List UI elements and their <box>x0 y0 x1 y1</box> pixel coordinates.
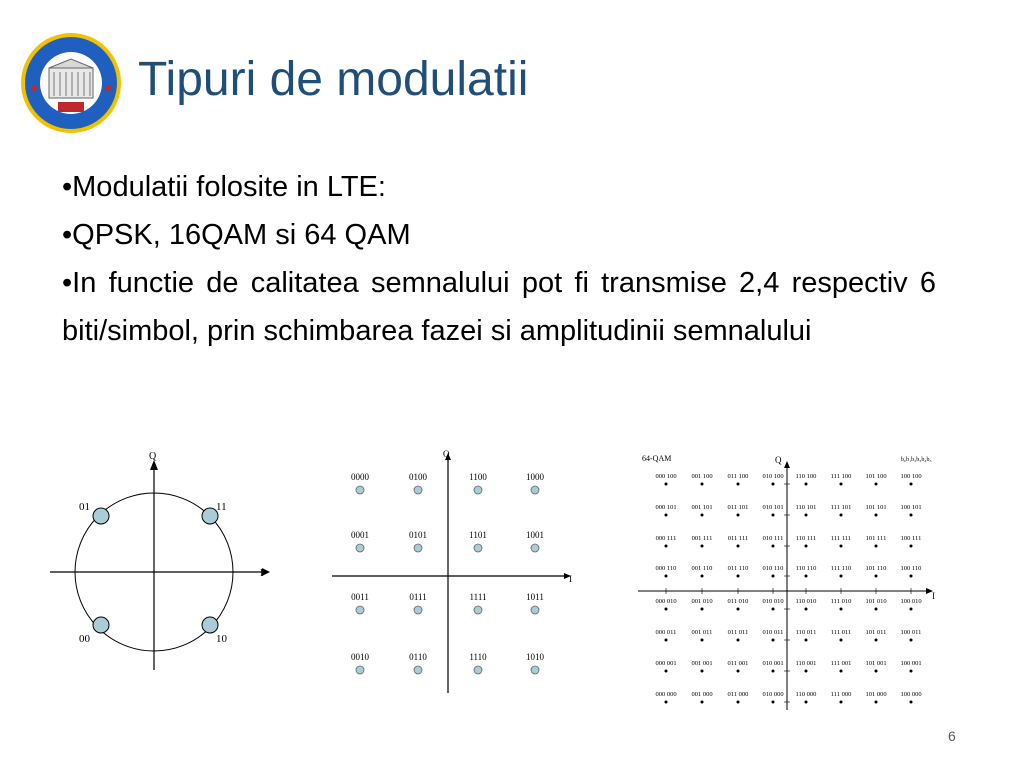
qam16-point <box>414 544 422 552</box>
qam64-label: 110 000 <box>795 691 817 698</box>
qam64-label: 110 101 <box>795 504 817 511</box>
qam64-point <box>910 701 913 704</box>
qam64-point <box>665 514 668 517</box>
qam64-label: 000 111 <box>655 535 677 542</box>
qam64-point <box>840 701 843 704</box>
qam64-point <box>910 483 913 486</box>
qam16-point <box>356 666 364 674</box>
qam64-label: 001 111 <box>691 535 713 542</box>
qam64-label: 111 001 <box>830 660 852 667</box>
qam64-point <box>805 639 808 642</box>
page-number: 6 <box>948 728 956 744</box>
qam64-point <box>701 545 704 548</box>
qam64-point <box>910 575 913 578</box>
qam64-point <box>737 575 740 578</box>
qam16-point <box>474 544 482 552</box>
qam64-point <box>875 701 878 704</box>
qam16-point <box>356 606 364 614</box>
qam64-label: 000 101 <box>655 504 677 511</box>
qam64-point <box>737 608 740 611</box>
qam64-label: 101 001 <box>865 660 887 667</box>
qam64-label: 101 010 <box>865 598 887 605</box>
qam64-label: 100 011 <box>900 629 922 636</box>
qam16-point <box>531 486 539 494</box>
qam64-point <box>665 639 668 642</box>
qam64-label: 010 010 <box>762 598 784 605</box>
bullet-3: •In functie de calitatea semnalului pot fi transmise 2,4 respectiv 6 biti/simbol, prin schimbarea fazei si amplitudinii semnalului <box>62 267 936 347</box>
qam64-point <box>737 639 740 642</box>
qam64-point <box>701 483 704 486</box>
qam16-point <box>356 544 364 552</box>
qam64-point <box>910 514 913 517</box>
qam64-point <box>737 545 740 548</box>
qam64-label: 100 111 <box>900 535 922 542</box>
qam64-label: 101 000 <box>865 691 887 698</box>
qam64-label: 100 110 <box>900 565 922 572</box>
qam64-point <box>737 701 740 704</box>
qam64-label: 111 011 <box>830 629 852 636</box>
qam16-label: 0011 <box>351 592 369 602</box>
qam64-point <box>875 608 878 611</box>
qam16-label: 0001 <box>351 530 369 540</box>
qam64-point <box>772 639 775 642</box>
qam64-point <box>840 545 843 548</box>
qpsk-label-10: 10 <box>216 633 227 645</box>
qam64-label: 101 011 <box>865 629 887 636</box>
qam64-point <box>805 608 808 611</box>
qam16-point <box>531 544 539 552</box>
qam16-label: 0010 <box>351 652 369 662</box>
qam16-label: 1100 <box>469 472 487 482</box>
qam64-label: 000 001 <box>655 660 677 667</box>
qpsk-label-11: 11 <box>216 501 227 513</box>
qam64-label: 011 100 <box>727 473 749 480</box>
qam64-label: 110 001 <box>795 660 817 667</box>
qam64-point <box>737 483 740 486</box>
qam64-point <box>875 545 878 548</box>
qam16-point <box>474 486 482 494</box>
qam64-point <box>840 483 843 486</box>
qam64-label: 011 010 <box>727 598 749 605</box>
qam64-label: 000 110 <box>655 565 677 572</box>
qam64-label: 001 001 <box>691 660 713 667</box>
qam64-label: 011 001 <box>727 660 749 667</box>
qam16-point <box>414 606 422 614</box>
qam64-label: 011 011 <box>727 629 749 636</box>
qam64-label: 111 100 <box>830 473 852 480</box>
qam64-point <box>665 483 668 486</box>
qam64-label: 101 111 <box>865 535 887 542</box>
qam16-label: 1111 <box>469 592 487 602</box>
qam64-label: 010 111 <box>762 535 784 542</box>
qam64-label: 111 101 <box>830 504 852 511</box>
qam16-label: 1101 <box>469 530 487 540</box>
qam16-label: 1001 <box>526 530 544 540</box>
qam64-label: 000 010 <box>655 598 677 605</box>
qam64-label: 101 101 <box>865 504 887 511</box>
qam64-constellation <box>636 448 948 710</box>
qam64-label: 110 010 <box>795 598 817 605</box>
qam64-label: 101 110 <box>865 565 887 572</box>
qam64-label: 010 100 <box>762 473 784 480</box>
qam64-point <box>910 670 913 673</box>
qam64-label: 010 011 <box>762 629 784 636</box>
qam64-point <box>875 483 878 486</box>
qpsk-constellation <box>48 448 276 670</box>
qam64-axis-q: Q <box>775 455 782 465</box>
qam64-label: 010 001 <box>762 660 784 667</box>
qam64-point <box>805 483 808 486</box>
qam64-label: 111 111 <box>830 535 852 542</box>
qam64-label: 100 001 <box>900 660 922 667</box>
qam64-point <box>665 545 668 548</box>
qam64-label: 100 100 <box>900 473 922 480</box>
qam64-point <box>701 608 704 611</box>
qam64-axis-i: I <box>932 591 935 601</box>
qam64-point <box>665 701 668 704</box>
qam64-label: 011 111 <box>727 535 749 542</box>
qam64-point <box>665 670 668 673</box>
qam64-label: 110 011 <box>795 629 817 636</box>
qam64-label: 011 110 <box>727 565 749 572</box>
qam16-point <box>414 666 422 674</box>
bullet-2: •QPSK, 16QAM si 64 QAM <box>62 219 411 251</box>
qam64-point <box>805 545 808 548</box>
logo-seal <box>20 32 122 134</box>
qam64-label: 100 000 <box>900 691 922 698</box>
qam16-point <box>414 486 422 494</box>
qam64-label: 001 101 <box>691 504 713 511</box>
qam64-label: 011 000 <box>727 691 749 698</box>
qam64-label: 110 110 <box>795 565 817 572</box>
qam16-axis-q: Q <box>443 449 450 459</box>
qam64-label: 111 110 <box>830 565 852 572</box>
qam64-label: 101 100 <box>865 473 887 480</box>
qam64-point <box>701 701 704 704</box>
qam16-label: 1110 <box>469 652 487 662</box>
qam16-point <box>474 606 482 614</box>
qam64-point <box>910 608 913 611</box>
university-logo <box>20 32 122 134</box>
qam64-label: 110 100 <box>795 473 817 480</box>
qpsk-label-00: 00 <box>79 633 90 645</box>
slide-title: Tipuri de modulatii <box>138 53 529 106</box>
qpsk-axis-i: I <box>260 568 264 579</box>
qam64-label: 001 100 <box>691 473 713 480</box>
qam64-label: 001 011 <box>691 629 713 636</box>
qam16-label: 0110 <box>409 652 427 662</box>
qam64-label: 100 010 <box>900 598 922 605</box>
qam64-point <box>875 670 878 673</box>
qam64-label: 011 101 <box>727 504 749 511</box>
qam64-label: 110 111 <box>795 535 817 542</box>
qam64-point <box>805 575 808 578</box>
qam64-label: 111 000 <box>830 691 852 698</box>
bullet-1: •Modulatii folosite in LTE: <box>62 171 386 203</box>
qam16-constellation <box>330 448 580 693</box>
qam64-point <box>772 514 775 517</box>
qam64-point <box>875 514 878 517</box>
qam64-point <box>840 514 843 517</box>
qam64-point <box>805 514 808 517</box>
qam64-point <box>772 701 775 704</box>
qpsk-point-00 <box>93 617 109 633</box>
qam64-point <box>772 575 775 578</box>
qam64-title: 64-QAM <box>642 454 672 463</box>
qam16-axis-i: I <box>569 574 572 584</box>
qam64-point <box>840 639 843 642</box>
qam16-label: 1000 <box>526 472 544 482</box>
qam64-label: 001 000 <box>691 691 713 698</box>
qam64-point <box>701 514 704 517</box>
qam64-label: 111 010 <box>830 598 852 605</box>
qam16-label: 0111 <box>409 592 427 602</box>
qam16-label: 0101 <box>409 530 427 540</box>
qam64-label: 000 100 <box>655 473 677 480</box>
qpsk-label-01: 01 <box>79 501 90 513</box>
qam64-point <box>772 483 775 486</box>
qam16-point <box>474 666 482 674</box>
qam64-point <box>665 608 668 611</box>
qam16-point <box>356 486 364 494</box>
qam64-point <box>701 670 704 673</box>
qam16-point <box>531 666 539 674</box>
qam64-point <box>805 701 808 704</box>
qam64-point <box>805 670 808 673</box>
qam64-label: 000 011 <box>655 629 677 636</box>
qam64-diagram <box>636 448 948 710</box>
qpsk-diagram <box>48 448 276 670</box>
qam64-point <box>737 670 740 673</box>
qam64-point <box>665 575 668 578</box>
qam64-point <box>737 514 740 517</box>
qam64-bit-order: b₀b₁b₂b₃b₄b₅ <box>901 457 932 463</box>
qam64-point <box>910 545 913 548</box>
qpsk-point-01 <box>93 508 109 524</box>
qam64-label: 001 110 <box>691 565 713 572</box>
qam64-label: 010 101 <box>762 504 784 511</box>
qpsk-axis-q: Q <box>149 451 157 462</box>
qam64-point <box>875 639 878 642</box>
qpsk-point-10 <box>202 617 218 633</box>
qam64-point <box>772 608 775 611</box>
qam16-label: 1010 <box>526 652 544 662</box>
qam64-point <box>875 575 878 578</box>
qam64-label: 000 000 <box>655 691 677 698</box>
slide-body <box>62 163 936 355</box>
qam64-label: 010 000 <box>762 691 784 698</box>
qam64-point <box>701 639 704 642</box>
qam64-point <box>910 639 913 642</box>
qam64-point <box>840 608 843 611</box>
qam16-point <box>531 606 539 614</box>
qam16-label: 0000 <box>351 472 369 482</box>
qam16-label: 0100 <box>409 472 427 482</box>
qam16-diagram <box>330 448 580 693</box>
qam64-label: 010 110 <box>762 565 784 572</box>
qam64-point <box>701 575 704 578</box>
qam64-point <box>772 670 775 673</box>
qam64-point <box>772 545 775 548</box>
qam64-label: 100 101 <box>900 504 922 511</box>
qam16-label: 1011 <box>526 592 544 602</box>
qam64-point <box>840 670 843 673</box>
qam64-label: 001 010 <box>691 598 713 605</box>
qam64-point <box>840 575 843 578</box>
